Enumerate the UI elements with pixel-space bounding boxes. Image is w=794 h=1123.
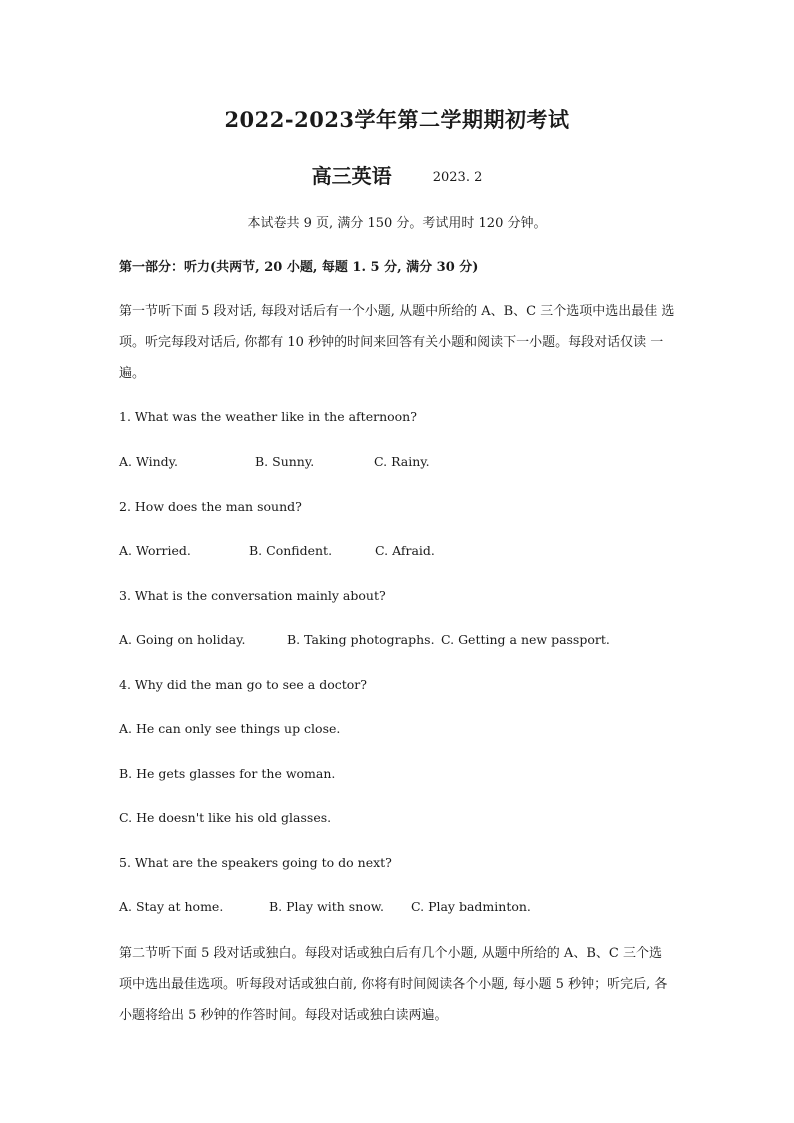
subject-row — [0, 160, 794, 189]
question-2-stem: 2. How does the man sound? — [119, 499, 302, 514]
question-5-stem: 5. What are the speakers going to do next? — [119, 855, 392, 870]
question-5-option-b: B. Play with snow. — [269, 899, 384, 914]
question-3-option-a: A. Going on holiday. — [119, 632, 246, 647]
exam-date: 2023. 2 — [432, 170, 483, 185]
question-4-option-a: A. He can only see things up close. — [119, 721, 341, 736]
question-4-option-c: C. He doesn't like his old glasses. — [119, 810, 332, 825]
question-4-stem: 4. Why did the man go to see a doctor? — [119, 677, 367, 692]
part1-heading: 第一部分：听力(共两节, 20 小题, 每题 1. 5 分, 满分 30 分) — [119, 260, 479, 275]
question-2-option-a: A. Worried. — [119, 543, 191, 558]
question-5-option-c: C. Play badminton. — [411, 899, 531, 914]
question-4-option-b: B. He gets glasses for the woman. — [119, 766, 336, 781]
question-2-option-c: C. Afraid. — [375, 543, 435, 558]
exam-note: 本试卷共 9 页, 满分 150 分。考试用时 120 分钟。 — [247, 216, 547, 231]
question-1-option-c: C. Rainy. — [374, 454, 430, 469]
question-3-option-c: C. Getting a new passport. — [441, 632, 610, 647]
question-1-stem: 1. What was the weather like in the afternoon? — [119, 409, 417, 424]
subject-title: 高三英语 — [311, 164, 392, 188]
question-1-option-b: B. Sunny. — [255, 454, 315, 469]
question-3-option-b: B. Taking photographs. — [287, 632, 435, 647]
question-2-option-b: B. Confident. — [249, 543, 333, 558]
section2-instructions: 第二节听下面 5 段对话或独白。每段对话或独白后有几个小题, 从题中所给的 A、B、C 三个选 项中选出最佳选项。听每段对话或独白前, 你将有时间阅读各个小题, 每小题 5 秒钟；听完后, 各小题将给出 5 秒钟的作答时间。每段对话或独白读两遍。 — [119, 946, 668, 1023]
section1-instructions: 第一节听下面 5 段对话, 每段对话后有一个小题, 从题中所给的 A、B、C 三个选项中选出最佳 选项。听完每段对话后, 你都有 10 秒钟的时间来回答有关小题和阅读下一小题。每段对话仅读 一遍。 — [119, 304, 675, 381]
question-1-option-a: A. Windy. — [119, 454, 179, 469]
exam-title: 2022-2023学年第二学期期初考试 — [224, 107, 570, 132]
question-3-stem: 3. What is the conversation mainly about? — [119, 588, 386, 603]
question-5-option-a: A. Stay at home. — [119, 899, 224, 914]
